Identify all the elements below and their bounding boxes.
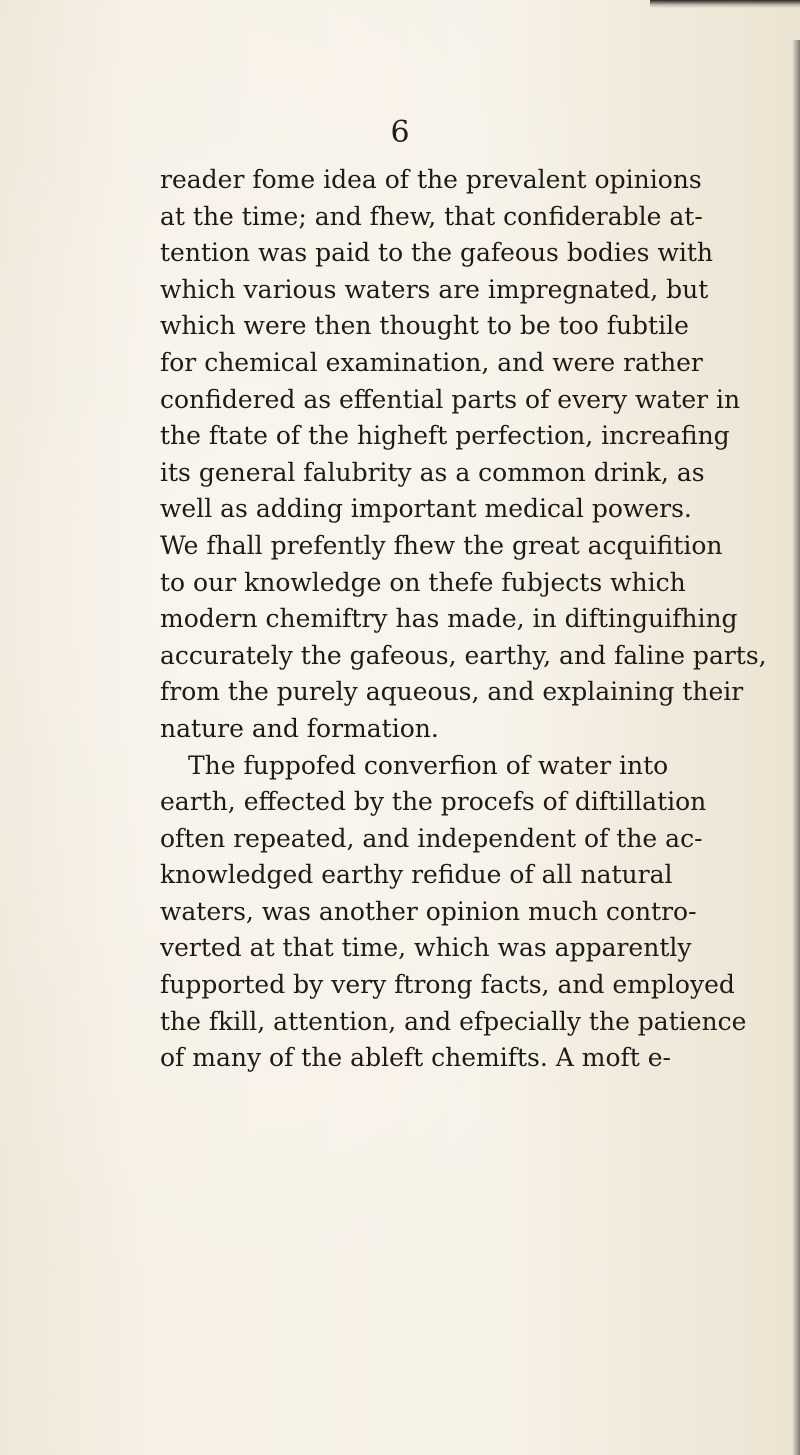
text-line: modern chemiftry has made, in diftinguifhing bbox=[160, 604, 738, 634]
text-line: tention was paid to the gafeous bodies with bbox=[160, 238, 714, 268]
page-number: 6 bbox=[390, 115, 410, 150]
text-line: for chemical examination, and were rather bbox=[160, 347, 703, 377]
text-line: reader fome idea of the prevalent opinions bbox=[160, 165, 702, 194]
text-line: at the time; and fhew, that confiderable at- bbox=[160, 201, 703, 231]
text-line: the fkill, attention, and efpecially the patience bbox=[160, 1006, 747, 1036]
text-line: We fhall prefently fhew the great acquifition bbox=[160, 530, 723, 560]
text-line: which were then thought to be too fubtile bbox=[160, 311, 689, 341]
text-line: knowledged earthy refidue of all natural bbox=[160, 860, 673, 890]
text-line: well as adding important medical powers. bbox=[160, 494, 692, 524]
text-line: verted at that time, which was apparently bbox=[160, 933, 692, 963]
text-line: accurately the gafeous, earthy, and faline parts, bbox=[160, 640, 767, 670]
text-line: its general falubrity as a common drink, as bbox=[160, 457, 705, 487]
text-line: nature and formation. bbox=[160, 713, 439, 743]
text-line: often repeated, and independent of the ac- bbox=[160, 823, 703, 853]
text-line: which various waters are impregnated, but bbox=[160, 274, 709, 304]
body-text bbox=[160, 162, 790, 1077]
page-edge-shadow-right bbox=[792, 40, 800, 1455]
text-line: fupported by very ftrong facts, and employed bbox=[160, 970, 735, 1000]
text-line: earth, effected by the procefs of diftillation bbox=[160, 787, 707, 817]
text-line: confidered as effential parts of every water in bbox=[160, 384, 741, 414]
page-edge-shadow-top bbox=[650, 0, 800, 8]
text-line: from the purely aqueous, and explaining their bbox=[160, 677, 744, 707]
text-line: the ftate of the higheft perfection, increafing bbox=[160, 421, 730, 451]
text-line: to our knowledge on thefe fubjects which bbox=[160, 567, 686, 597]
paragraph-start-line: The fuppofed converfion of water into bbox=[188, 750, 669, 780]
text-line: waters, was another opinion much contro- bbox=[160, 896, 697, 926]
text-line: of many of the ableft chemifts. A moft e- bbox=[160, 1043, 671, 1073]
